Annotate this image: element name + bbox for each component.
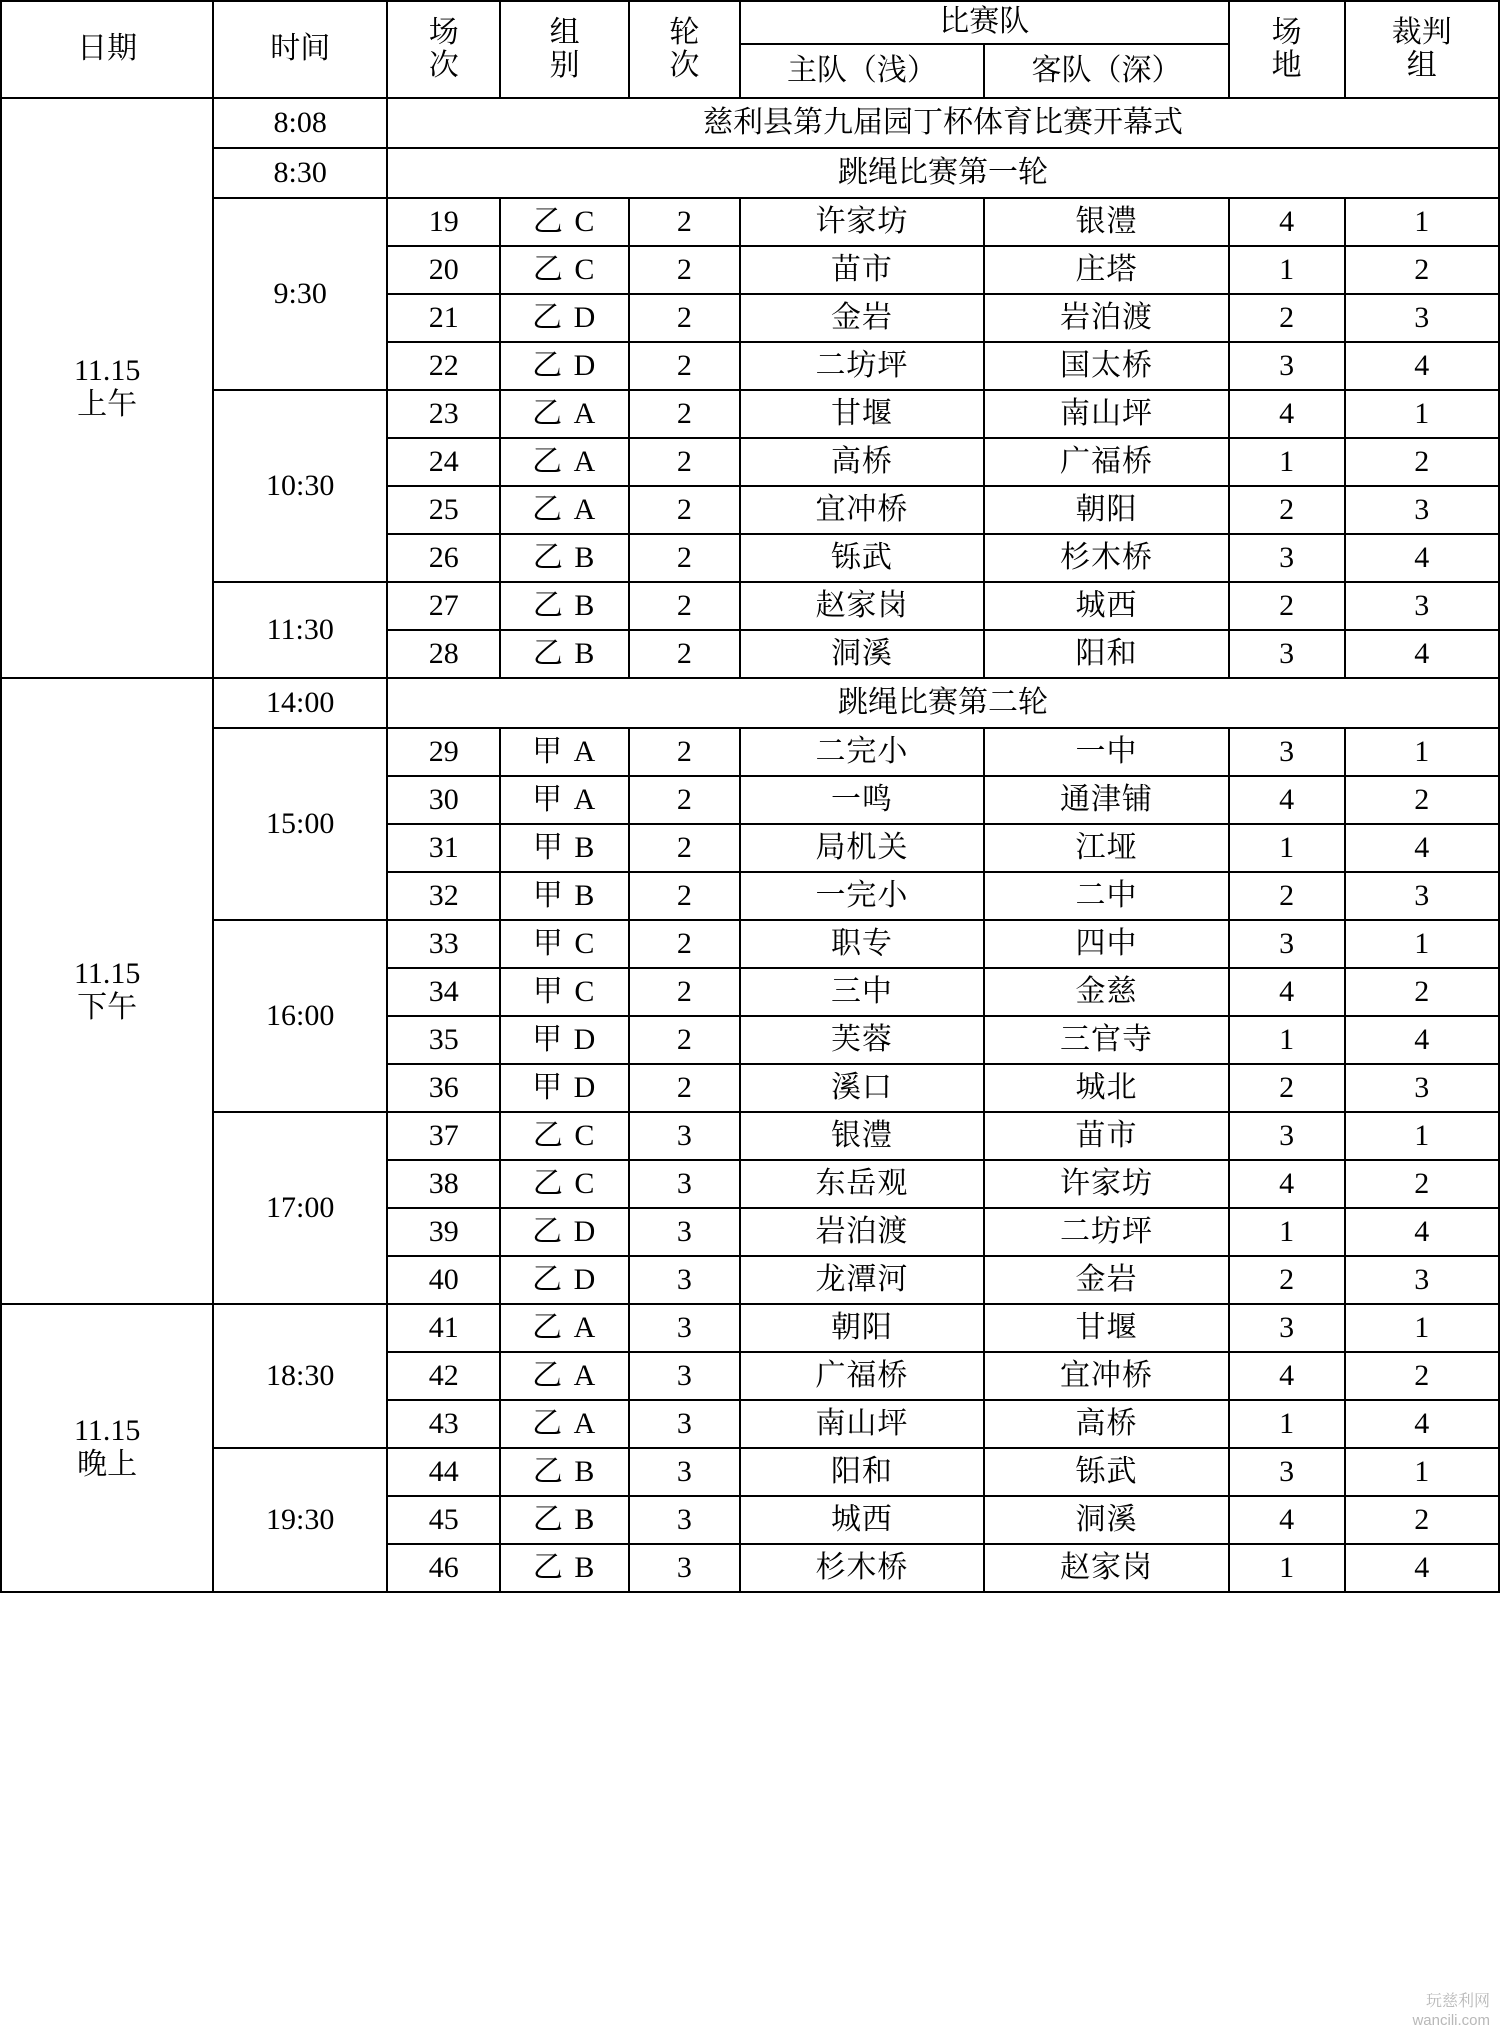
match-no-cell: 46 bbox=[387, 1544, 500, 1592]
referee-cell: 4 bbox=[1345, 824, 1499, 872]
match-no-cell: 38 bbox=[387, 1160, 500, 1208]
round-cell: 2 bbox=[629, 582, 740, 630]
venue-cell: 2 bbox=[1229, 582, 1345, 630]
group-cell: 乙 B bbox=[500, 582, 629, 630]
referee-cell: 1 bbox=[1345, 198, 1499, 246]
venue-cell: 4 bbox=[1229, 776, 1345, 824]
referee-cell: 3 bbox=[1345, 294, 1499, 342]
table-body bbox=[1, 98, 1499, 1592]
referee-cell: 2 bbox=[1345, 968, 1499, 1016]
referee-cell: 1 bbox=[1345, 1112, 1499, 1160]
venue-cell: 2 bbox=[1229, 294, 1345, 342]
header-match-no: 场 次 bbox=[387, 1, 500, 98]
group-cell: 甲 D bbox=[500, 1016, 629, 1064]
time-cell: 19:30 bbox=[213, 1448, 387, 1592]
venue-cell: 3 bbox=[1229, 1112, 1345, 1160]
group-cell: 乙 A bbox=[500, 390, 629, 438]
round-cell: 3 bbox=[629, 1112, 740, 1160]
referee-cell: 4 bbox=[1345, 342, 1499, 390]
group-cell: 甲 C bbox=[500, 968, 629, 1016]
home-team-cell: 岩泊渡 bbox=[740, 1208, 985, 1256]
home-team-cell: 朝阳 bbox=[740, 1304, 985, 1352]
round-cell: 2 bbox=[629, 824, 740, 872]
home-team-cell: 阳和 bbox=[740, 1448, 985, 1496]
referee-cell: 3 bbox=[1345, 1256, 1499, 1304]
group-cell: 乙 D bbox=[500, 1208, 629, 1256]
venue-cell: 1 bbox=[1229, 438, 1345, 486]
referee-cell: 4 bbox=[1345, 1544, 1499, 1592]
group-cell: 乙 B bbox=[500, 1544, 629, 1592]
match-no-cell: 45 bbox=[387, 1496, 500, 1544]
group-cell: 乙 C bbox=[500, 246, 629, 294]
header-round: 轮 次 bbox=[629, 1, 740, 98]
note-row bbox=[1, 678, 1499, 728]
venue-cell: 4 bbox=[1229, 1160, 1345, 1208]
time-cell: 8:08 bbox=[213, 98, 387, 148]
venue-cell: 1 bbox=[1229, 246, 1345, 294]
match-no-cell: 35 bbox=[387, 1016, 500, 1064]
venue-cell: 3 bbox=[1229, 728, 1345, 776]
table-row bbox=[1, 1448, 1499, 1496]
venue-cell: 4 bbox=[1229, 390, 1345, 438]
round-cell: 2 bbox=[629, 294, 740, 342]
away-team-cell: 赵家岗 bbox=[984, 1544, 1229, 1592]
home-team-cell: 一鸣 bbox=[740, 776, 985, 824]
venue-cell: 3 bbox=[1229, 1304, 1345, 1352]
time-cell: 11:30 bbox=[213, 582, 387, 678]
header-away-team: 客队（深） bbox=[984, 44, 1229, 98]
home-team-cell: 二坊坪 bbox=[740, 342, 985, 390]
home-team-cell: 职专 bbox=[740, 920, 985, 968]
venue-cell: 3 bbox=[1229, 342, 1345, 390]
away-team-cell: 朝阳 bbox=[984, 486, 1229, 534]
group-cell: 乙 D bbox=[500, 294, 629, 342]
group-cell: 乙 D bbox=[500, 342, 629, 390]
group-cell: 乙 B bbox=[500, 1448, 629, 1496]
venue-cell: 4 bbox=[1229, 1496, 1345, 1544]
venue-cell: 2 bbox=[1229, 1256, 1345, 1304]
referee-cell: 4 bbox=[1345, 1208, 1499, 1256]
home-team-cell: 赵家岗 bbox=[740, 582, 985, 630]
group-cell: 乙 C bbox=[500, 198, 629, 246]
away-team-cell: 四中 bbox=[984, 920, 1229, 968]
group-cell: 乙 A bbox=[500, 438, 629, 486]
away-team-cell: 银澧 bbox=[984, 198, 1229, 246]
referee-cell: 2 bbox=[1345, 246, 1499, 294]
match-no-cell: 28 bbox=[387, 630, 500, 678]
match-no-cell: 42 bbox=[387, 1352, 500, 1400]
away-team-cell: 金慈 bbox=[984, 968, 1229, 1016]
venue-cell: 1 bbox=[1229, 1544, 1345, 1592]
round-cell: 3 bbox=[629, 1496, 740, 1544]
header-time: 时间 bbox=[213, 1, 387, 98]
time-cell: 10:30 bbox=[213, 390, 387, 582]
round-cell: 2 bbox=[629, 342, 740, 390]
venue-cell: 3 bbox=[1229, 1448, 1345, 1496]
away-team-cell: 江垭 bbox=[984, 824, 1229, 872]
referee-cell: 3 bbox=[1345, 582, 1499, 630]
match-no-cell: 20 bbox=[387, 246, 500, 294]
venue-cell: 2 bbox=[1229, 872, 1345, 920]
match-no-cell: 31 bbox=[387, 824, 500, 872]
group-cell: 甲 C bbox=[500, 920, 629, 968]
home-team-cell: 南山坪 bbox=[740, 1400, 985, 1448]
referee-cell: 4 bbox=[1345, 1400, 1499, 1448]
home-team-cell: 城西 bbox=[740, 1496, 985, 1544]
home-team-cell: 局机关 bbox=[740, 824, 985, 872]
home-team-cell: 高桥 bbox=[740, 438, 985, 486]
home-team-cell: 三中 bbox=[740, 968, 985, 1016]
header-home-team: 主队（浅） bbox=[740, 44, 985, 98]
away-team-cell: 南山坪 bbox=[984, 390, 1229, 438]
venue-cell: 4 bbox=[1229, 198, 1345, 246]
venue-cell: 1 bbox=[1229, 1016, 1345, 1064]
round-cell: 2 bbox=[629, 968, 740, 1016]
group-cell: 甲 B bbox=[500, 872, 629, 920]
group-cell: 甲 A bbox=[500, 728, 629, 776]
group-cell: 乙 A bbox=[500, 486, 629, 534]
header-date: 日期 bbox=[1, 1, 213, 98]
venue-cell: 3 bbox=[1229, 920, 1345, 968]
note-row bbox=[1, 98, 1499, 148]
home-team-cell: 杉木桥 bbox=[740, 1544, 985, 1592]
time-cell: 14:00 bbox=[213, 678, 387, 728]
match-no-cell: 34 bbox=[387, 968, 500, 1016]
referee-cell: 2 bbox=[1345, 776, 1499, 824]
away-team-cell: 庄塔 bbox=[984, 246, 1229, 294]
venue-cell: 1 bbox=[1229, 824, 1345, 872]
venue-cell: 1 bbox=[1229, 1208, 1345, 1256]
round-cell: 2 bbox=[629, 486, 740, 534]
time-cell: 16:00 bbox=[213, 920, 387, 1112]
referee-cell: 3 bbox=[1345, 1064, 1499, 1112]
round-cell: 2 bbox=[629, 390, 740, 438]
home-team-cell: 洞溪 bbox=[740, 630, 985, 678]
group-cell: 乙 B bbox=[500, 534, 629, 582]
round-cell: 3 bbox=[629, 1304, 740, 1352]
table-row bbox=[1, 920, 1499, 968]
header-teams: 比赛队 bbox=[740, 1, 1229, 44]
home-team-cell: 龙潭河 bbox=[740, 1256, 985, 1304]
group-cell: 乙 C bbox=[500, 1112, 629, 1160]
group-cell: 甲 D bbox=[500, 1064, 629, 1112]
time-cell: 18:30 bbox=[213, 1304, 387, 1448]
home-team-cell: 溪口 bbox=[740, 1064, 985, 1112]
referee-cell: 3 bbox=[1345, 486, 1499, 534]
match-no-cell: 32 bbox=[387, 872, 500, 920]
group-cell: 乙 A bbox=[500, 1352, 629, 1400]
match-no-cell: 22 bbox=[387, 342, 500, 390]
match-no-cell: 21 bbox=[387, 294, 500, 342]
round-cell: 2 bbox=[629, 438, 740, 486]
group-cell: 乙 C bbox=[500, 1160, 629, 1208]
group-cell: 乙 B bbox=[500, 1496, 629, 1544]
away-team-cell: 杉木桥 bbox=[984, 534, 1229, 582]
venue-cell: 3 bbox=[1229, 534, 1345, 582]
home-team-cell: 金岩 bbox=[740, 294, 985, 342]
header-group: 组 别 bbox=[500, 1, 629, 98]
round-cell: 2 bbox=[629, 920, 740, 968]
match-no-cell: 23 bbox=[387, 390, 500, 438]
home-team-cell: 甘堰 bbox=[740, 390, 985, 438]
group-cell: 乙 D bbox=[500, 1256, 629, 1304]
venue-cell: 4 bbox=[1229, 1352, 1345, 1400]
venue-cell: 2 bbox=[1229, 486, 1345, 534]
note-row bbox=[1, 148, 1499, 198]
match-no-cell: 40 bbox=[387, 1256, 500, 1304]
away-team-cell: 阳和 bbox=[984, 630, 1229, 678]
round-cell: 3 bbox=[629, 1256, 740, 1304]
time-cell: 9:30 bbox=[213, 198, 387, 390]
date-cell: 11.15 下午 bbox=[1, 678, 213, 1304]
table-row bbox=[1, 198, 1499, 246]
round-cell: 2 bbox=[629, 630, 740, 678]
away-team-cell: 金岩 bbox=[984, 1256, 1229, 1304]
round-cell: 2 bbox=[629, 872, 740, 920]
referee-cell: 4 bbox=[1345, 1016, 1499, 1064]
announcement-cell: 慈利县第九届园丁杯体育比赛开幕式 bbox=[387, 98, 1499, 148]
round-cell: 3 bbox=[629, 1352, 740, 1400]
away-team-cell: 二中 bbox=[984, 872, 1229, 920]
match-no-cell: 29 bbox=[387, 728, 500, 776]
round-cell: 2 bbox=[629, 728, 740, 776]
match-no-cell: 30 bbox=[387, 776, 500, 824]
table-row bbox=[1, 1112, 1499, 1160]
round-cell: 2 bbox=[629, 776, 740, 824]
away-team-cell: 苗市 bbox=[984, 1112, 1229, 1160]
table-row bbox=[1, 728, 1499, 776]
away-team-cell: 铄武 bbox=[984, 1448, 1229, 1496]
match-no-cell: 36 bbox=[387, 1064, 500, 1112]
away-team-cell: 三官寺 bbox=[984, 1016, 1229, 1064]
away-team-cell: 宜冲桥 bbox=[984, 1352, 1229, 1400]
venue-cell: 2 bbox=[1229, 1064, 1345, 1112]
round-cell: 3 bbox=[629, 1160, 740, 1208]
match-no-cell: 37 bbox=[387, 1112, 500, 1160]
away-team-cell: 广福桥 bbox=[984, 438, 1229, 486]
away-team-cell: 甘堰 bbox=[984, 1304, 1229, 1352]
match-no-cell: 27 bbox=[387, 582, 500, 630]
away-team-cell: 城西 bbox=[984, 582, 1229, 630]
home-team-cell: 铄武 bbox=[740, 534, 985, 582]
match-no-cell: 25 bbox=[387, 486, 500, 534]
away-team-cell: 许家坊 bbox=[984, 1160, 1229, 1208]
away-team-cell: 城北 bbox=[984, 1064, 1229, 1112]
match-no-cell: 43 bbox=[387, 1400, 500, 1448]
match-no-cell: 44 bbox=[387, 1448, 500, 1496]
round-cell: 2 bbox=[629, 1064, 740, 1112]
round-cell: 3 bbox=[629, 1400, 740, 1448]
referee-cell: 2 bbox=[1345, 1160, 1499, 1208]
away-team-cell: 通津铺 bbox=[984, 776, 1229, 824]
referee-cell: 4 bbox=[1345, 534, 1499, 582]
group-cell: 乙 A bbox=[500, 1304, 629, 1352]
referee-cell: 2 bbox=[1345, 438, 1499, 486]
time-cell: 8:30 bbox=[213, 148, 387, 198]
round-cell: 2 bbox=[629, 1016, 740, 1064]
time-cell: 17:00 bbox=[213, 1112, 387, 1304]
round-cell: 3 bbox=[629, 1544, 740, 1592]
home-team-cell: 东岳观 bbox=[740, 1160, 985, 1208]
announcement-cell: 跳绳比赛第二轮 bbox=[387, 678, 1499, 728]
home-team-cell: 一完小 bbox=[740, 872, 985, 920]
away-team-cell: 二坊坪 bbox=[984, 1208, 1229, 1256]
referee-cell: 2 bbox=[1345, 1352, 1499, 1400]
match-no-cell: 19 bbox=[387, 198, 500, 246]
referee-cell: 1 bbox=[1345, 920, 1499, 968]
round-cell: 2 bbox=[629, 198, 740, 246]
home-team-cell: 许家坊 bbox=[740, 198, 985, 246]
referee-cell: 1 bbox=[1345, 390, 1499, 438]
group-cell: 乙 B bbox=[500, 630, 629, 678]
match-no-cell: 26 bbox=[387, 534, 500, 582]
away-team-cell: 高桥 bbox=[984, 1400, 1229, 1448]
referee-cell: 1 bbox=[1345, 1304, 1499, 1352]
referee-cell: 4 bbox=[1345, 630, 1499, 678]
watermark bbox=[1412, 1992, 1490, 2031]
group-cell: 乙 A bbox=[500, 1400, 629, 1448]
referee-cell: 1 bbox=[1345, 728, 1499, 776]
group-cell: 甲 B bbox=[500, 824, 629, 872]
home-team-cell: 银澧 bbox=[740, 1112, 985, 1160]
date-cell: 11.15 晚上 bbox=[1, 1304, 213, 1592]
time-cell: 15:00 bbox=[213, 728, 387, 920]
table-row bbox=[1, 582, 1499, 630]
home-team-cell: 宜冲桥 bbox=[740, 486, 985, 534]
home-team-cell: 二完小 bbox=[740, 728, 985, 776]
header-referee: 裁判 组 bbox=[1345, 1, 1499, 98]
venue-cell: 4 bbox=[1229, 968, 1345, 1016]
away-team-cell: 一中 bbox=[984, 728, 1229, 776]
watermark-line1: 玩慈利网 bbox=[1425, 1993, 1490, 2011]
match-no-cell: 24 bbox=[387, 438, 500, 486]
round-cell: 3 bbox=[629, 1448, 740, 1496]
home-team-cell: 芙蓉 bbox=[740, 1016, 985, 1064]
away-team-cell: 国太桥 bbox=[984, 342, 1229, 390]
group-cell: 甲 A bbox=[500, 776, 629, 824]
referee-cell: 3 bbox=[1345, 872, 1499, 920]
home-team-cell: 苗市 bbox=[740, 246, 985, 294]
match-no-cell: 41 bbox=[387, 1304, 500, 1352]
table-row bbox=[1, 1304, 1499, 1352]
watermark-line2: wancili.com bbox=[1412, 2012, 1490, 2030]
home-team-cell: 广福桥 bbox=[740, 1352, 985, 1400]
match-no-cell: 39 bbox=[387, 1208, 500, 1256]
away-team-cell: 岩泊渡 bbox=[984, 294, 1229, 342]
match-no-cell: 33 bbox=[387, 920, 500, 968]
venue-cell: 1 bbox=[1229, 1400, 1345, 1448]
referee-cell: 1 bbox=[1345, 1448, 1499, 1496]
table-row bbox=[1, 390, 1499, 438]
round-cell: 3 bbox=[629, 1208, 740, 1256]
referee-cell: 2 bbox=[1345, 1496, 1499, 1544]
round-cell: 2 bbox=[629, 534, 740, 582]
round-cell: 2 bbox=[629, 246, 740, 294]
venue-cell: 3 bbox=[1229, 630, 1345, 678]
header-venue: 场 地 bbox=[1229, 1, 1345, 98]
date-cell: 11.15 上午 bbox=[1, 98, 213, 678]
away-team-cell: 洞溪 bbox=[984, 1496, 1229, 1544]
table-header bbox=[1, 1, 1499, 98]
announcement-cell: 跳绳比赛第一轮 bbox=[387, 148, 1499, 198]
